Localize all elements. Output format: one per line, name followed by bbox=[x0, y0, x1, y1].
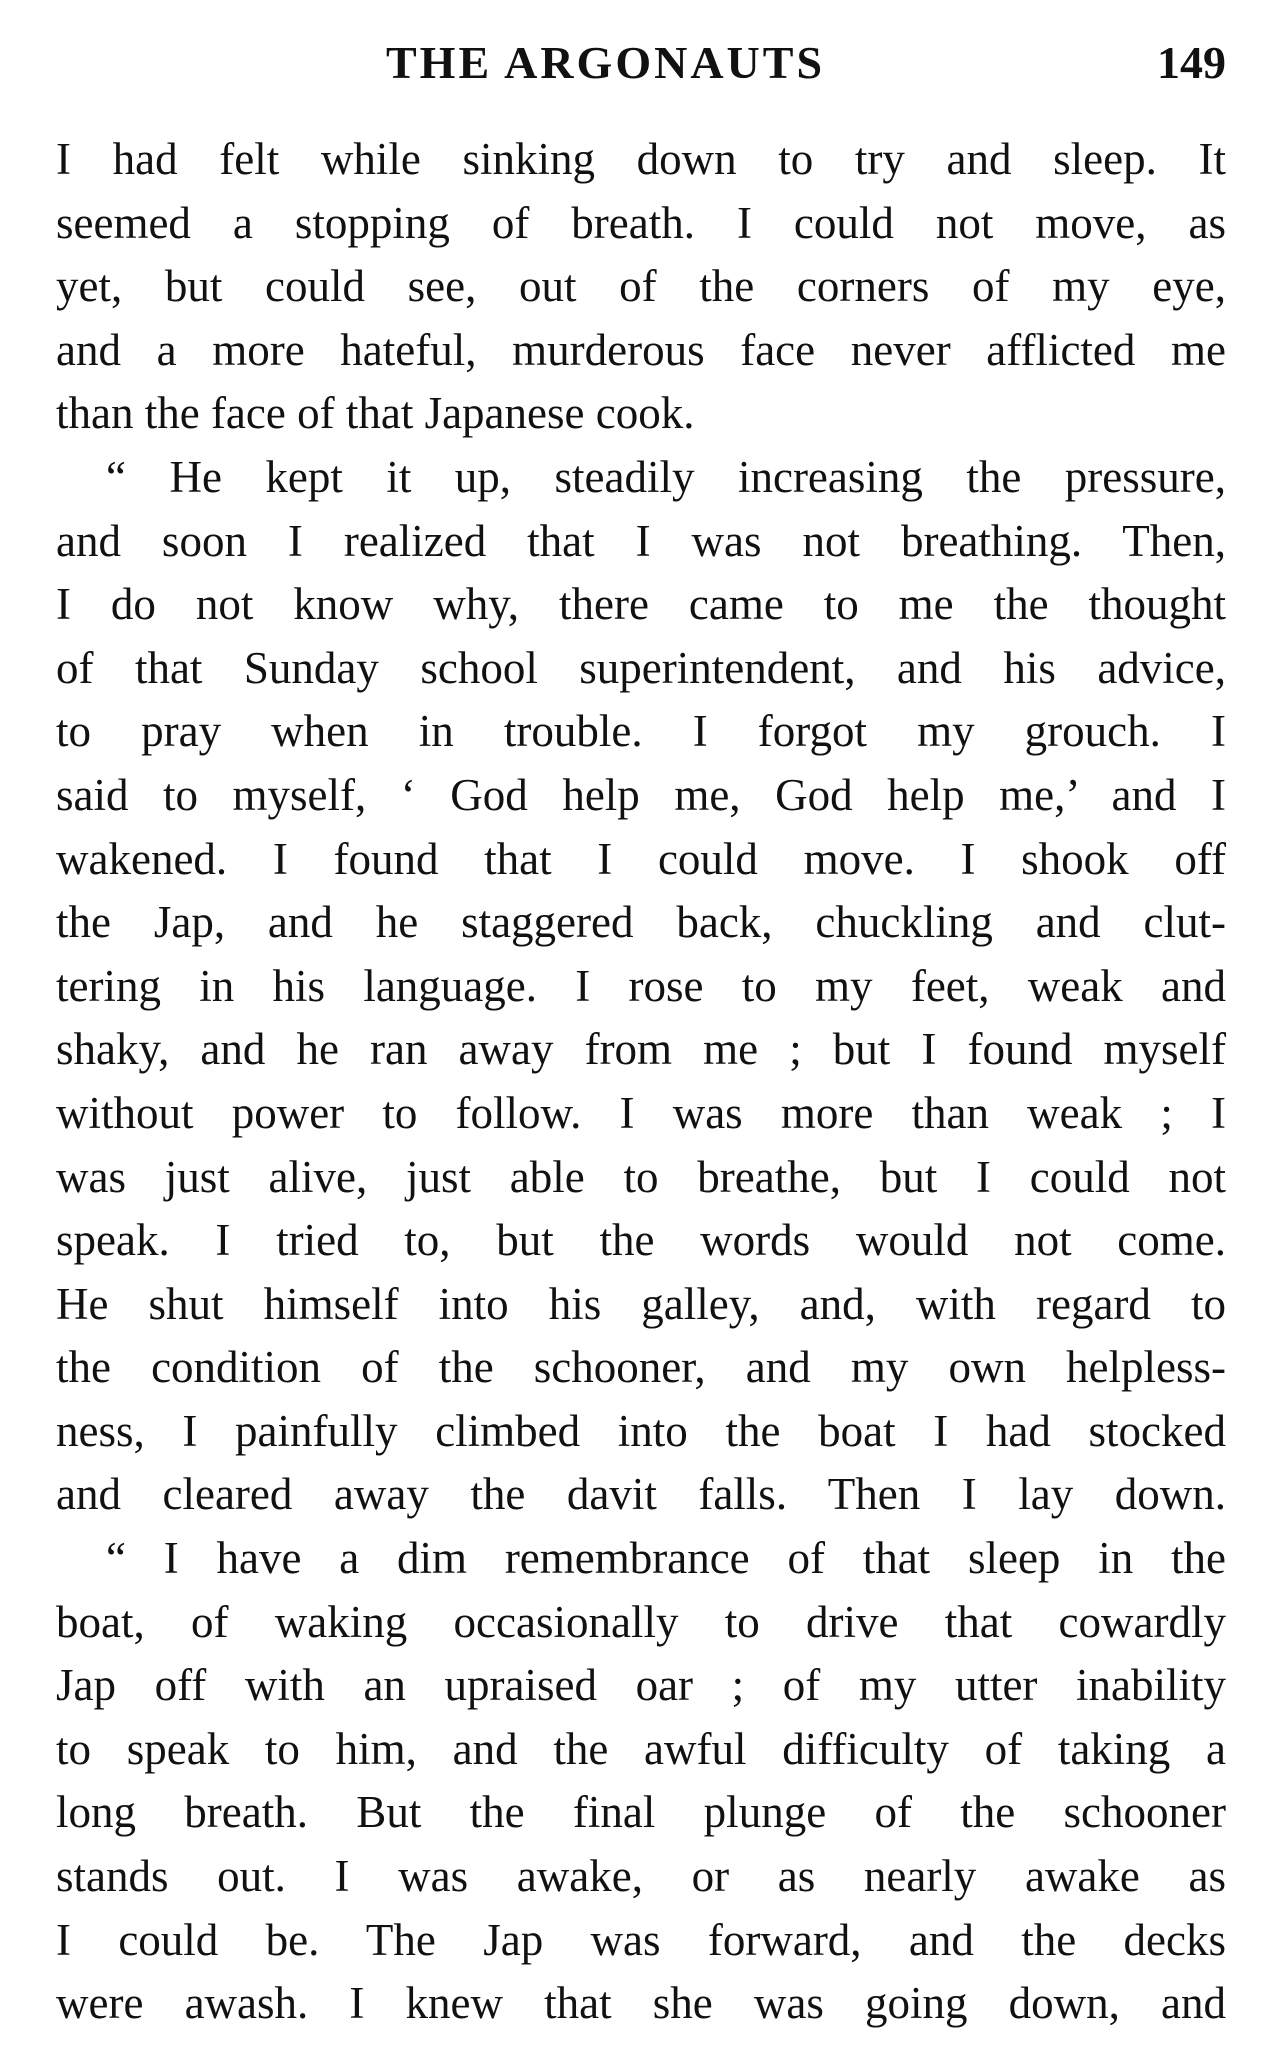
text-line: and cleared away the davit falls. Then I lay down. bbox=[56, 1469, 1226, 1520]
text-line: was just alive, just able to breathe, but I could not bbox=[56, 1151, 1226, 1202]
text-line: wakened. I found that I could move. I shook off bbox=[56, 833, 1226, 884]
text-line: and soon I realized that I was not breathing. Then, bbox=[56, 515, 1226, 566]
text-line: “ He kept it up, steadily increasing the pressure, bbox=[106, 451, 1226, 502]
text-line: Jap off with an upraised oar ; of my utter inability bbox=[56, 1660, 1226, 1711]
running-head bbox=[56, 36, 1226, 96]
text-line: the Jap, and he staggered back, chuckling and clut- bbox=[56, 897, 1226, 948]
body-text bbox=[56, 128, 1226, 2036]
text-line: speak. I tried to, but the words would not come. bbox=[56, 1215, 1226, 1266]
text-line: to speak to him, and the awful difficulty of taking a bbox=[56, 1723, 1226, 1774]
text-line: the condition of the schooner, and my own helpless- bbox=[56, 1342, 1226, 1393]
text-line: stands out. I was awake, or as nearly awake as bbox=[56, 1851, 1226, 1902]
page-number: 149 bbox=[1157, 37, 1226, 88]
text-line: I do not know why, there came to me the thought bbox=[56, 579, 1226, 630]
text-line: than the face of that Japanese cook. bbox=[56, 388, 695, 439]
text-line: without power to follow. I was more than weak ; I bbox=[56, 1087, 1226, 1138]
text-line: I had felt while sinking down to try and sleep. It bbox=[56, 134, 1226, 184]
text-line: to pray when in trouble. I forgot my grouch. I bbox=[56, 706, 1226, 757]
text-line: long breath. But the final plunge of the schooner bbox=[56, 1787, 1226, 1838]
text-line: boat, of waking occasionally to drive that cowardly bbox=[56, 1596, 1226, 1647]
text-line: said to myself, ‘ God help me, God help me,’ and I bbox=[56, 769, 1226, 820]
text-line: I could be. The Jap was forward, and the decks bbox=[56, 1914, 1226, 1965]
text-line: were awash. I knew that she was going down, and bbox=[56, 1978, 1226, 2029]
text-line: “ I have a dim remembrance of that sleep in the bbox=[106, 1533, 1226, 1584]
text-line: of that Sunday school superintendent, and his advice, bbox=[56, 642, 1226, 693]
text-line: and a more hateful, murderous face never afflicted me bbox=[56, 324, 1226, 375]
text-line: shaky, and he ran away from me ; but I found myself bbox=[56, 1024, 1226, 1075]
text-line: yet, but could see, out of the corners of my eye, bbox=[56, 261, 1226, 312]
text-line: He shut himself into his galley, and, with regard to bbox=[56, 1278, 1226, 1329]
text-line: tering in his language. I rose to my feet, weak and bbox=[56, 960, 1226, 1011]
text-line: seemed a stopping of breath. I could not move, as bbox=[56, 197, 1226, 248]
running-title: THE ARGONAUTS bbox=[386, 37, 826, 88]
text-line: ness, I painfully climbed into the boat I had stocked bbox=[56, 1405, 1226, 1456]
